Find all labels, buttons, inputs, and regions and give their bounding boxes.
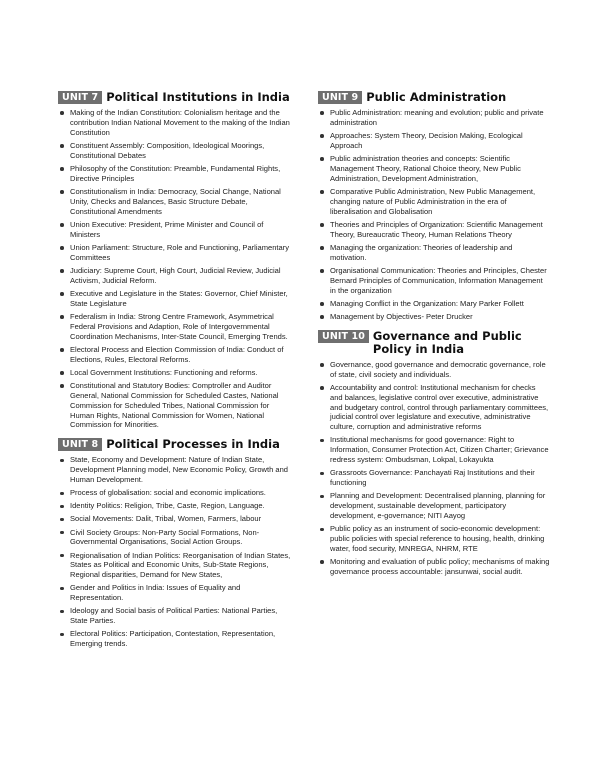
topic-text: Management by Objectives- Peter Drucker [330, 311, 473, 321]
bullet-dot-icon [320, 528, 324, 532]
topic-item [318, 220, 550, 240]
bullet-dot-icon [320, 190, 324, 194]
unit-7-section [58, 91, 292, 430]
topic-item [58, 164, 292, 184]
bullet-dot-icon [60, 371, 64, 375]
topic-item [318, 266, 550, 296]
topic-text: Electoral Politics: Participation, Contestation, Representation, Emerging trends. [70, 629, 276, 649]
topic-text: Electoral Process and Election Commission of India: Conduct of Elections, Rules, Electoral Reforms. [70, 344, 284, 364]
bullet-dot-icon [320, 439, 324, 443]
topic-text: Gender and Politics in India: Issues of Equality and Representation. [70, 583, 241, 603]
topic-text: Constitutional and Statutory Bodies: Comptroller and Auditor General, National Commission for Scheduled Castes, National Commission for Scheduled Tribes, National Commission for Human Rights, National Commission for Women, National Commission for Minorities. [70, 380, 279, 430]
topic-item [58, 220, 292, 240]
topic-item [58, 368, 292, 378]
bullet-dot-icon [320, 560, 324, 564]
unit-9-section [318, 91, 550, 322]
bullet-dot-icon [60, 633, 64, 637]
topic-item [58, 243, 292, 263]
topic-item [58, 312, 292, 342]
bullet-dot-icon [320, 157, 324, 161]
topic-text: Grassroots Governance: Panchayati Raj Institutions and their functioning [330, 468, 535, 488]
topic-text: Constitutionalism in India: Democracy, Social Change, National Unity, Checks and Balances, Basic Structure Debate, Constitutional Amendments [70, 186, 281, 216]
unit-9-title: Public Administration [366, 90, 507, 104]
bullet-dot-icon [320, 363, 324, 367]
bullet-dot-icon [60, 348, 64, 352]
unit-8-badge: UNIT 8 [58, 438, 102, 451]
topic-item [58, 551, 292, 581]
topic-item [58, 583, 292, 603]
topic-item [58, 381, 292, 431]
topic-item [318, 491, 550, 521]
topic-text: Accountability and control: Institutional mechanism for checks and balances, legislative control over executive, administrative and budgetary control, control through parliamentary committees, judicial control over legislature and executive, administrative culture, corruption and administrative reforms [330, 382, 549, 432]
unit-10-header [318, 330, 550, 356]
bullet-dot-icon [320, 386, 324, 390]
bullet-dot-icon [320, 495, 324, 499]
unit-7-topic-list [58, 108, 292, 430]
topic-text: Governance, good governance and democratic governance, role of state, civil society and individuals. [330, 359, 546, 379]
topic-item [318, 468, 550, 488]
topic-text: Constituent Assembly: Composition, Ideological Moorings, Constitutional Debates [70, 140, 265, 160]
topic-text: Philosophy of the Constitution: Preamble, Fundamental Rights, Directive Principles [70, 163, 281, 183]
topic-item [58, 528, 292, 548]
topic-text: State, Economy and Development: Nature of Indian State, Development Planning model, New Economic Policy, Growth and Human Development. [70, 455, 288, 485]
bullet-dot-icon [320, 269, 324, 273]
topic-text: Public policy as an instrument of socio-economic development: public policies with special reference to housing, health, drinking water, food security, MNREGA, NHRM, RTE [330, 524, 545, 554]
topic-text: Local Government Institutions: Functioning and reforms. [70, 367, 258, 377]
unit-9-badge: UNIT 9 [318, 91, 362, 104]
topic-text: Union Parliament: Structure, Role and Functioning, Parliamentary Committees [70, 242, 289, 262]
topic-item [318, 312, 550, 322]
topic-item [318, 383, 550, 433]
topic-item [318, 524, 550, 554]
bullet-dot-icon [60, 190, 64, 194]
topic-item [318, 187, 550, 217]
unit-7-title: Political Institutions in India [106, 90, 290, 104]
topic-item [58, 345, 292, 365]
topic-item [318, 299, 550, 309]
bullet-dot-icon [60, 223, 64, 227]
unit-9-topic-list [318, 108, 550, 322]
topic-item [318, 154, 550, 184]
topic-item [58, 289, 292, 309]
bullet-dot-icon [60, 492, 64, 496]
topic-item [58, 108, 292, 138]
topic-text: Identity Politics: Religion, Tribe, Caste, Region, Language. [70, 501, 265, 511]
topic-text: Planning and Development: Decentralised planning, planning for development, sustainable development, participatory development, e-governance; NITI Aayog [330, 491, 546, 521]
bullet-dot-icon [320, 246, 324, 250]
bullet-dot-icon [60, 167, 64, 171]
bullet-dot-icon [320, 111, 324, 115]
bullet-dot-icon [60, 144, 64, 148]
bullet-dot-icon [320, 302, 324, 306]
topic-item [58, 141, 292, 161]
topic-item [318, 435, 550, 465]
topic-text: Making of the Indian Constitution: Colonialism heritage and the contribution Indian National Movement to the making of the Indian Constitution [70, 108, 290, 137]
topic-text: Judiciary: Supreme Court, High Court, Judicial Review, Judicial Activism, Judicial Reform. [70, 265, 281, 285]
unit-9-header [318, 91, 550, 104]
bullet-dot-icon [60, 587, 64, 591]
topic-text: Ideology and Social basis of Political Parties: National Parties, State Parties. [70, 606, 278, 626]
topic-text: Public Administration: meaning and evolution; public and private administration [330, 108, 544, 127]
unit-7-badge: UNIT 7 [58, 91, 102, 104]
unit-10-section [318, 330, 550, 577]
right-column [318, 91, 550, 585]
bullet-dot-icon [60, 531, 64, 535]
topic-item [318, 131, 550, 151]
topic-item [58, 606, 292, 626]
topic-text: Monitoring and evaluation of public policy; mechanisms of making governance process accountable: jansunwai, social audit. [330, 557, 550, 577]
topic-item [58, 501, 292, 511]
topic-text: Social Movements: Dalit, Tribal, Women, Farmers, labour [70, 514, 262, 524]
bullet-dot-icon [320, 472, 324, 476]
topic-text: Executive and Legislature in the States: Governor, Chief Minister, State Legislature [70, 288, 288, 308]
bullet-dot-icon [60, 292, 64, 296]
bullet-dot-icon [60, 269, 64, 273]
left-column [58, 91, 292, 657]
bullet-dot-icon [60, 384, 64, 388]
unit-8-topic-list [58, 455, 292, 649]
topic-text: Approaches: System Theory, Decision Making, Ecological Approach [330, 131, 523, 150]
topic-item [318, 108, 550, 128]
unit-7-header [58, 91, 292, 104]
topic-text: Theories and Principles of Organization: Scientific Management Theory, Bureaucratic Theory, Human Relations Theory [330, 219, 543, 239]
topic-text: Union Executive: President, Prime Minister and Council of Ministers [70, 219, 264, 239]
topic-item [58, 629, 292, 649]
topic-text: Managing Conflict in the Organization: Mary Parker Follett [330, 298, 524, 308]
topic-text: Public administration theories and concepts: Scientific Management Theory, Rational Choice theory, New Public Administration, Development Administration, [330, 154, 521, 183]
topic-text: Managing the organization: Theories of leadership and motivation. [330, 242, 513, 262]
topic-text: Comparative Public Administration, New Public Management, changing nature of Public Administration in the era of liberalisation and Globalisation [330, 186, 536, 216]
unit-8-section [58, 438, 292, 649]
unit-10-topic-list [318, 360, 550, 577]
topic-item [58, 514, 292, 524]
topic-item [318, 557, 550, 577]
topic-item [318, 243, 550, 263]
bullet-dot-icon [60, 610, 64, 614]
bullet-dot-icon [60, 315, 64, 319]
bullet-dot-icon [60, 518, 64, 522]
topic-text: Process of globalisation: social and economic implications. [70, 488, 266, 498]
bullet-dot-icon [60, 554, 64, 558]
unit-8-title: Political Processes in India [106, 437, 280, 452]
topic-text: Civil Society Groups: Non-Party Social Formations, Non-Governmental Organisations, Social Action Groups. [70, 527, 260, 547]
topic-item [58, 266, 292, 286]
unit-10-badge: UNIT 10 [318, 330, 369, 343]
topic-item [58, 455, 292, 485]
topic-text: Regionalisation of Indian Politics: Reorganisation of Indian States, States as Political and Economic Units, Sub-State Regions, Regional disparities, Demand for New States, [70, 550, 291, 580]
topic-text: Federalism in India: Strong Centre Framework, Asymmetrical Federal Provisions and Adaption, Role of Intergovernmental Coordination Mechanisms, Inter-State Council, Emerging Trends. [70, 311, 288, 341]
topic-item [318, 360, 550, 380]
bullet-dot-icon [60, 111, 64, 115]
topic-text: Organisational Communication: Theories and Principles, Chester Bernard Principles of Communication, Information Management in the organization [330, 265, 547, 295]
bullet-dot-icon [60, 459, 64, 463]
unit-10-title: Governance and Public Policy in India [372, 328, 522, 356]
topic-item [58, 187, 292, 217]
bullet-dot-icon [320, 315, 324, 319]
topic-item [58, 488, 292, 498]
bullet-dot-icon [60, 505, 64, 509]
unit-8-header [58, 438, 292, 451]
bullet-dot-icon [60, 246, 64, 250]
bullet-dot-icon [320, 223, 324, 227]
topic-text: Institutional mechanisms for good governance: Right to Information, Consumer Protection Act, Citizen Charter; Grievance redress system: Ombudsman, Lokpal, Lokayukta [330, 435, 549, 465]
bullet-dot-icon [320, 134, 324, 138]
